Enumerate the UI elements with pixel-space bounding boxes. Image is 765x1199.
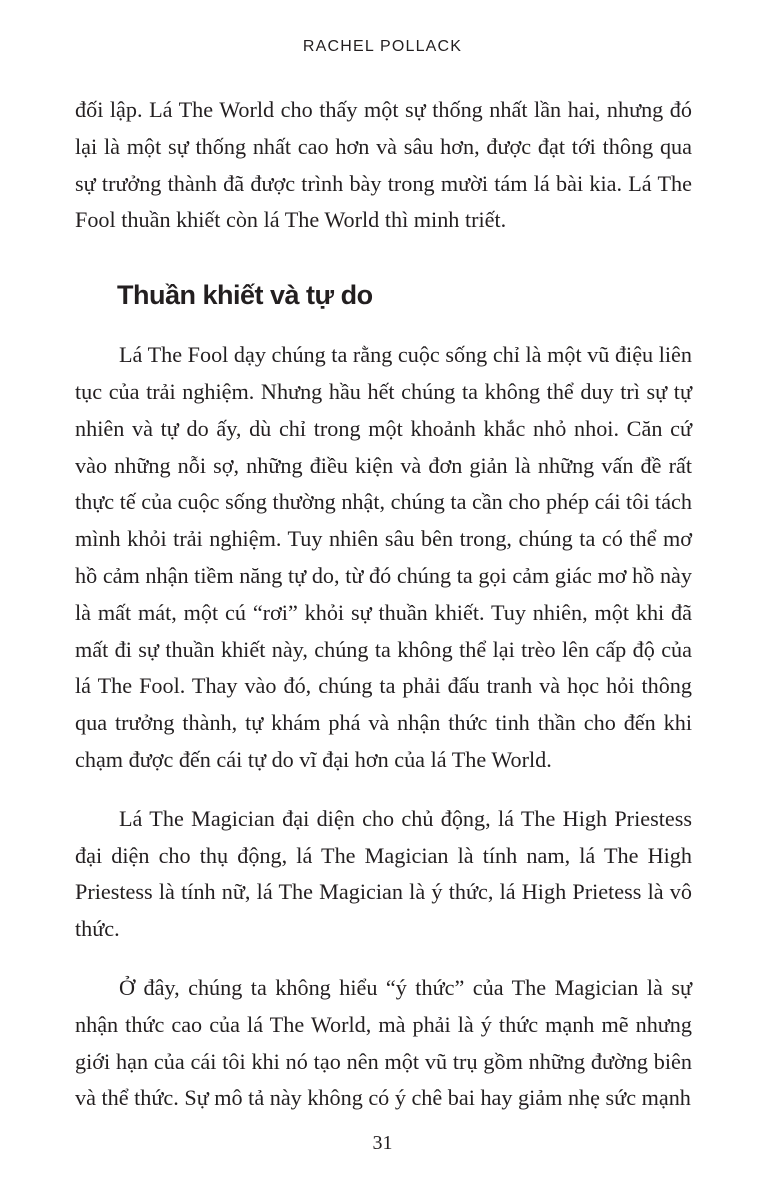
- running-head: RACHEL POLLACK: [302, 38, 463, 55]
- paragraph: Ở đây, chúng ta không hiểu “ý thức” của The Magician là sự nhận thức cao của lá The World, mà phải là ý thức mạnh mẽ nhưng giới hạn của cái tôi khi nó tạo nên một vũ trụ gồm những đường biên và thể thức. Sự mô tả này không có ý chê bai hay giảm nhẹ sức mạnh: [75, 974, 692, 1111]
- paragraph: đối lập. Lá The World cho thấy một sự thống nhất lần hai, nhưng đó lại là một sự thống nhất cao hơn và sâu hơn, được đạt tới thông qua sự trưởng thành đã được trình bày trong mười tám lá bài kia. Lá The Fool thuần khiết còn lá The World thì minh triết.: [75, 97, 692, 233]
- page-number: 31: [372, 1132, 393, 1154]
- paragraph: Lá The Fool dạy chúng ta rằng cuộc sống chỉ là một vũ điệu liên tục của trải nghiệm. Nhưng hầu hết chúng ta không thể duy trì sự tự nhiên và tự do ấy, dù chỉ trong một khoảnh khắc nhỏ nhoi. Căn cứ vào những nỗi sợ, những điều kiện và đơn giản là những vấn đề rất thực tế của cuộc sống thường nhật, chúng ta cần cho phép cái tôi tách mình khỏi trải nghiệm. Tuy nhiên sâu bên trong, chúng ta có thể mơ hồ cảm nhận tiềm năng tự do, từ đó chúng ta gọi cảm giác mơ hồ này là mất mát, một cú “rơi” khỏi sự thuần khiết. Tuy nhiên, một khi đã mất đi sự thuần khiết này, chúng ta không thể lại trèo lên cấp độ của lá The Fool. Thay vào đó, chúng ta phải đấu tranh và học hỏi thông qua trưởng thành, tự khám phá và nhận thức tinh thần cho đến khi chạm được đến cái tự do vĩ đại hơn của lá The World.: [75, 342, 692, 772]
- section-heading: Thuần khiết và tự do: [117, 280, 373, 311]
- page-body: [75, 92, 692, 1117]
- paragraph: Lá The Magician đại diện cho chủ động, lá The High Priestess đại diện cho thụ động, lá The Magician là tính nam, lá The High Priestess là tính nữ, lá The Magician là ý thức, lá High Prietess là vô thức.: [75, 805, 692, 942]
